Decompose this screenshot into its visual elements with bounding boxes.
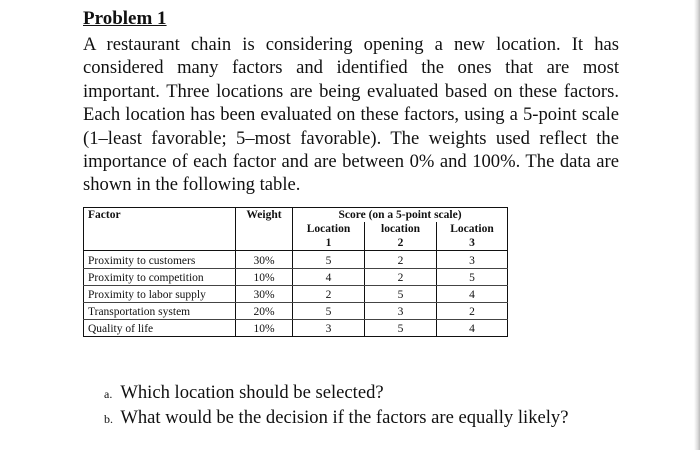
weight-cell: 10% [236, 320, 293, 337]
score-cell: 5 [437, 269, 508, 286]
score-cell: 2 [293, 286, 365, 303]
factor-header: Factor [84, 208, 236, 223]
score-cell: 4 [293, 269, 365, 286]
location-1-number: 1 [325, 237, 332, 249]
question-marker: a. [104, 387, 113, 401]
table-row [84, 286, 508, 303]
score-cell: 2 [437, 303, 508, 320]
table-row [84, 269, 508, 286]
score-cell: 4 [437, 286, 508, 303]
weight-cell: 10% [236, 269, 293, 286]
question-text: Which location should be selected? [120, 382, 384, 403]
table-header-row [84, 208, 508, 223]
question-list [104, 381, 568, 431]
weight-cell: 30% [236, 251, 293, 269]
question-item [104, 406, 568, 431]
location-2-header [365, 222, 437, 251]
table-row [84, 251, 508, 269]
location-3-number: 3 [469, 237, 475, 249]
table-subheader-row [84, 222, 508, 251]
weight-cell: 20% [236, 303, 293, 320]
score-cell: 5 [293, 251, 365, 269]
factor-cell: Proximity to customers [84, 251, 236, 269]
score-group-header: Score (on a 5-point scale) [293, 208, 508, 223]
score-cell: 3 [437, 251, 508, 269]
factor-cell: Quality of life [84, 320, 236, 337]
score-cell: 3 [365, 303, 437, 320]
location-1-header [293, 222, 365, 251]
location-2-number: 2 [397, 237, 404, 249]
page-edge-shadow [694, 0, 700, 450]
location-1-label: Location [306, 223, 351, 235]
table-row [84, 320, 508, 337]
weight-header: Weight [236, 208, 293, 223]
question-marker: b. [104, 412, 113, 426]
weight-cell: 30% [236, 286, 293, 303]
location-3-header [437, 222, 508, 251]
location-2-label: location [381, 223, 420, 235]
score-cell: 4 [437, 320, 508, 337]
factor-cell: Transportation system [84, 303, 236, 320]
table-row [84, 303, 508, 320]
score-cell: 5 [365, 286, 437, 303]
score-cell: 5 [365, 320, 437, 337]
score-cell: 2 [365, 269, 437, 286]
factor-header-blank [84, 222, 236, 251]
score-cell: 5 [293, 303, 365, 320]
factor-cell: Proximity to competition [84, 269, 236, 286]
factor-rating-table [83, 207, 508, 337]
score-cell: 3 [293, 320, 365, 337]
score-cell: 2 [365, 251, 437, 269]
problem-title: Problem 1 [83, 8, 167, 29]
problem-statement: A restaurant chain is considering opening a new location. It has considered many factors and identified the ones that are most important. Three locations are being evaluated based on these factors. Each location has been evaluated on these factors, using a 5-point scale (1–least favorable; 5–most favorable). The weights used reflect the importance of each factor and are between 0% and 100%. The data are shown in the following table. [83, 34, 619, 196]
question-text: What would be the decision if the factors are equally likely? [120, 407, 569, 428]
factor-cell: Proximity to labor supply [84, 286, 236, 303]
question-item [104, 381, 568, 406]
location-3-label: Location [450, 223, 494, 235]
weight-header-blank [236, 222, 293, 251]
